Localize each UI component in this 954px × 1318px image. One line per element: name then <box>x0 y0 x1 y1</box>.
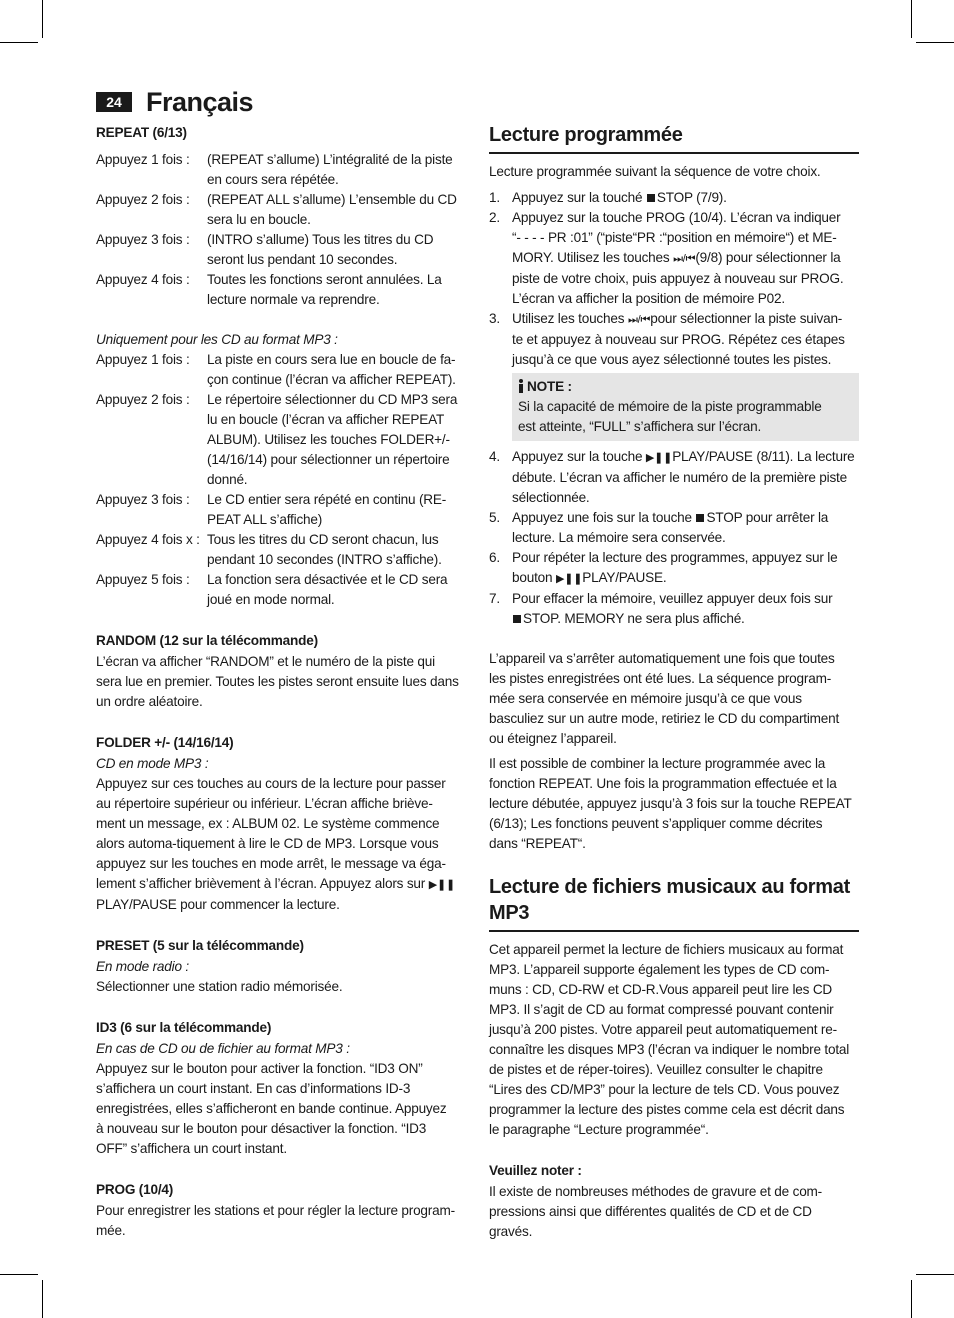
note-heading: Veuillez noter : <box>489 1163 582 1178</box>
row-text: (REPEAT ALL s’allume) L’ensemble du CD <box>207 192 457 207</box>
step-text: Utilisez les touches <box>512 311 625 326</box>
paragraph: dans “REPEAT“. <box>489 836 586 851</box>
preset-text: Sélectionner une station radio mémorisée. <box>96 979 343 994</box>
row-label: Appuyez 2 fois : <box>96 192 190 207</box>
crop-mark <box>911 0 912 38</box>
row-label: Appuyez 2 fois : <box>96 392 190 407</box>
paragraph: MP3. L’appareil supporte également les types de CD com- <box>489 962 830 977</box>
step-text: Appuyez sur la touche PROG (10/4). L’écran va indiquer <box>512 210 841 225</box>
folder-text: alors automa-tiquement à lire le CD de MP3. Lorsque vous <box>96 836 439 851</box>
row-text: çon continue (l’écran va afficher REPEAT). <box>207 372 456 387</box>
step-text: Pour répéter la lecture des programmes, appuyez sur le <box>512 550 838 565</box>
page-title: Français <box>146 87 254 117</box>
row-label: Appuyez 1 fois : <box>96 152 190 167</box>
row-text: Tous les titres du CD seront chacun, lus <box>207 532 439 547</box>
step-number: 7. <box>489 591 500 606</box>
paragraph: muns : CD, CD-RW et CD-R.Vous appareil peut lire les CD <box>489 982 833 997</box>
prog-text: Pour enregistrer les stations et pour régler la lecture program- <box>96 1203 455 1218</box>
repeat-row <box>96 190 466 230</box>
step-text: STOP. MEMORY ne sera plus affiché. <box>523 611 745 626</box>
list-item <box>489 447 859 508</box>
step-text: STOP (7/9). <box>656 190 727 205</box>
paragraph: lecture débutée, appuyez jusqu’à 3 fois sur la touche REPEAT <box>489 796 852 811</box>
right-column <box>489 122 859 1242</box>
paragraph: MP3. Il s’agit de CD au format compressé pouvant contenir <box>489 1002 834 1017</box>
preset-subheading: En mode radio : <box>96 959 189 974</box>
step-number: 3. <box>489 311 500 326</box>
intro-text: Lecture programmée suivant la séquence de votre choix. <box>489 164 821 179</box>
step-number: 2. <box>489 210 500 225</box>
note-text: est atteinte, “FULL” s’affichera sur l’écran. <box>518 419 762 434</box>
crop-mark <box>0 42 38 43</box>
row-text: PEAT ALL s’affiche) <box>207 512 323 527</box>
info-icon <box>518 379 524 393</box>
row-text: ALBUM). Utilisez les touches FOLDER+/- <box>207 432 450 447</box>
row-text: seront lus pendant 10 secondes. <box>207 252 398 267</box>
id3-text: s’affichera un court instant. En cas d’informations ID-3 <box>96 1081 411 1096</box>
row-text: lu en boucle (l’écran va afficher REPEAT <box>207 412 445 427</box>
step-text: Appuyez sur la touché <box>512 190 643 205</box>
random-text: un ordre aléatoire. <box>96 694 203 709</box>
mp3-row <box>96 530 466 570</box>
paragraph: Cet appareil permet la lecture de fichiers musicaux au format <box>489 942 844 957</box>
row-text: Toutes les fonctions seront annulées. La <box>207 272 442 287</box>
section-title-programmed: Lecture programmée <box>489 122 859 154</box>
paragraph: (6/13); Les fonctions peuvent s’appliquer comme décrites <box>489 816 823 831</box>
repeat-row <box>96 150 466 190</box>
folder-text: PLAY/PAUSE pour commencer la lecture. <box>96 897 340 912</box>
step-text: STOP pour arrêter la <box>706 510 829 525</box>
paragraph: mée sera conservée en mémoire jusqu’à ce que vous <box>489 691 802 706</box>
mp3-only-heading: Uniquement pour les CD au format MP3 : <box>96 332 338 347</box>
folder-text: au répertoire supérieur ou inférieur. L’écran affiche briève- <box>96 796 433 811</box>
paragraph: jusqu’à 200 pistes. Votre appareil peut automatiquement re- <box>489 1022 837 1037</box>
preset-heading: PRESET (5 sur la télécommande) <box>96 938 304 953</box>
row-text: donné. <box>207 472 248 487</box>
left-column <box>96 122 466 1241</box>
note-box <box>512 373 859 441</box>
list-item <box>489 548 859 589</box>
id3-subheading: En cas de CD ou de fichier au format MP3 : <box>96 1041 350 1056</box>
row-text: (14/16/14) pour sélectionner un répertoire <box>207 452 450 467</box>
folder-heading: FOLDER +/- (14/16/14) <box>96 735 234 750</box>
stop-icon <box>647 194 655 202</box>
play-pause-icon: ▶❚❚ <box>428 879 455 891</box>
page-number: 24 <box>96 92 132 112</box>
step-text: PLAY/PAUSE (8/11). La lecture <box>672 449 855 464</box>
paragraph: le paragraphe “Lecture programmée“. <box>489 1122 709 1137</box>
skip-next-prev-icon: ⏭/⏮ <box>627 314 651 326</box>
prog-text: mée. <box>96 1223 126 1238</box>
id3-text: Appuyez sur le bouton pour activer la fonction. “ID3 ON” <box>96 1061 423 1076</box>
step-text: Appuyez sur la touche <box>512 449 643 464</box>
row-text: La fonction sera désactivée et le CD sera <box>207 572 448 587</box>
row-text: pendant 10 secondes (INTRO s’affiche). <box>207 552 442 567</box>
step-text: bouton <box>512 570 553 585</box>
crop-mark <box>916 1274 954 1275</box>
paragraph: fonction REPEAT. Une fois la programmation effectuée et la <box>489 776 837 791</box>
step-text: débute. L’écran va afficher le numéro de la première piste <box>512 470 847 485</box>
paragraph: connaître les disques MP3 (l’écran va indiquer le nombre total <box>489 1042 850 1057</box>
note-title: NOTE : <box>527 379 572 394</box>
step-text: jusqu’à ce que vous ayez sélectionné toutes les pistes. <box>512 352 832 367</box>
title-line: MP3 <box>489 902 530 924</box>
step-number: 5. <box>489 510 500 525</box>
id3-heading: ID3 (6 sur la télécommande) <box>96 1020 272 1035</box>
row-text: (INTRO s’allume) Tous les titres du CD <box>207 232 434 247</box>
folder-text: Appuyez sur ces touches au cours de la lecture pour passer <box>96 776 446 791</box>
folder-text: ment un message, ex : ALBUM 02. Le système commence <box>96 816 440 831</box>
paragraph: “Lires des CD/MP3” pour la lecture de tels CD. Vous pouvez <box>489 1082 840 1097</box>
row-text: Le CD entier sera répété en continu (RE- <box>207 492 447 507</box>
row-label: Appuyez 4 fois : <box>96 272 190 287</box>
id3-text: à nouveau sur le bouton pour désactiver la fonction. “ID3 <box>96 1121 427 1136</box>
step-text: (9/8) pour sélectionner la <box>695 250 841 265</box>
step-text: Appuyez une fois sur la touche <box>512 510 692 525</box>
paragraph: gravés. <box>489 1224 533 1239</box>
title-line: Lecture de fichiers musicaux au format <box>489 876 850 898</box>
step-text: Pour effacer la mémoire, veuillez appuyer deux fois sur <box>512 591 833 606</box>
step-number: 6. <box>489 550 500 565</box>
step-number: 1. <box>489 190 500 205</box>
crop-mark <box>42 1280 43 1318</box>
step-text: L’écran va afficher la position de mémoire P02. <box>512 291 785 306</box>
play-pause-icon: ▶❚❚ <box>645 452 673 464</box>
paragraph: programmer la lecture des pistes comme cela est décrit dans <box>489 1102 845 1117</box>
mp3-row <box>96 570 466 610</box>
list-item <box>489 589 859 629</box>
row-text: joué en mode normal. <box>207 592 335 607</box>
repeat-row <box>96 230 466 270</box>
play-pause-icon: ▶❚❚ <box>555 573 583 585</box>
row-text: sera lu en boucle. <box>207 212 311 227</box>
mp3-row <box>96 350 466 390</box>
crop-mark <box>916 42 954 43</box>
paragraph: ou éteignez l’appareil. <box>489 731 617 746</box>
paragraph: L’appareil va s’arrêter automatiquement une fois que toutes <box>489 651 835 666</box>
step-number: 4. <box>489 449 500 464</box>
list-item <box>489 309 859 370</box>
section-title-mp3 <box>489 874 859 932</box>
row-label: Appuyez 1 fois : <box>96 352 190 367</box>
step-text: pour sélectionner la piste suivan- <box>650 311 843 326</box>
list-item <box>489 508 859 548</box>
folder-text: appuyez sur les touches en mode arrêt, le message va éga- <box>96 856 446 871</box>
stop-icon <box>513 615 521 623</box>
step-text: lecture. La mémoire sera conservée. <box>512 530 726 545</box>
row-text: en cours sera répétée. <box>207 172 339 187</box>
list-item <box>489 188 859 208</box>
random-heading: RANDOM (12 sur la télécommande) <box>96 633 318 648</box>
paragraph: les pistes enregistrées ont été lues. La séquence program- <box>489 671 832 686</box>
step-text: te et appuyez à nouveau sur PROG. Répétez ces étapes <box>512 332 845 347</box>
steps-list <box>489 188 859 629</box>
row-label: Appuyez 5 fois : <box>96 572 190 587</box>
step-text: piste de votre choix, puis appuyez à nouveau sur PROG. <box>512 271 844 286</box>
mp3-row <box>96 490 466 530</box>
step-text: sélectionnée. <box>512 490 590 505</box>
paragraph: Il est possible de combiner la lecture programmée avec la <box>489 756 826 771</box>
step-text: MORY. Utilisez les touches <box>512 250 670 265</box>
random-text: sera lue en premier. Toutes les pistes seront ensuite lues dans <box>96 674 459 689</box>
list-item <box>489 208 859 309</box>
row-label: Appuyez 4 fois x : <box>96 532 200 547</box>
prog-heading: PROG (10/4) <box>96 1182 174 1197</box>
step-text: “- - - - PR :01” (“piste“PR :“position en mémoire“) et ME- <box>512 230 837 245</box>
mp3-row <box>96 390 466 490</box>
id3-text: OFF” s’affichera un court instant. <box>96 1141 287 1156</box>
row-text: La piste en cours sera lue en boucle de fa- <box>207 352 456 367</box>
row-text: Le répertoire sélectionner du CD MP3 sera <box>207 392 458 407</box>
repeat-row <box>96 270 466 310</box>
paragraph: de pistes et de réper-toires). Veuillez consulter le chapitre <box>489 1062 823 1077</box>
row-label: Appuyez 3 fois : <box>96 492 190 507</box>
row-label: Appuyez 3 fois : <box>96 232 190 247</box>
step-text: PLAY/PAUSE. <box>582 570 667 585</box>
crop-mark <box>42 0 43 38</box>
note-text: Si la capacité de mémoire de la piste programmable <box>518 399 822 414</box>
crop-mark <box>911 1280 912 1318</box>
skip-next-prev-icon: ⏭/⏮ <box>673 253 696 265</box>
paragraph: pressions ainsi que différentes qualités de CD et de CD <box>489 1204 812 1219</box>
folder-subheading: CD en mode MP3 : <box>96 756 209 771</box>
crop-mark <box>0 1274 38 1275</box>
repeat-heading: REPEAT (6/13) <box>96 125 187 140</box>
random-text: L’écran va afficher “RANDOM” et le numéro de la piste qui <box>96 654 435 669</box>
paragraph: basculiez sur un autre mode, retiriez le CD du compartiment <box>489 711 840 726</box>
id3-text: enregistrées, elles s’afficheront en bande continue. Appuyez <box>96 1101 447 1116</box>
stop-icon <box>696 514 704 522</box>
folder-text: lement s’afficher brièvement à l’écran. Appuyez alors sur <box>96 876 426 891</box>
row-text: (REPEAT s’allume) L’intégralité de la piste <box>207 152 453 167</box>
paragraph: Il existe de nombreuses méthodes de gravure et de com- <box>489 1184 822 1199</box>
row-text: lecture normale va reprendre. <box>207 292 380 307</box>
